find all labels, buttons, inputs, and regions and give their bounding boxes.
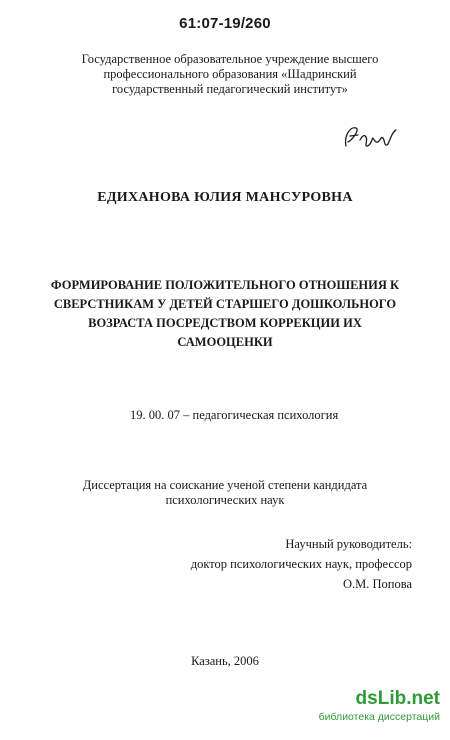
scientific-advisor (162, 534, 412, 594)
handwritten-signature (340, 118, 400, 158)
advisor-label: Научный руководитель: (285, 537, 412, 551)
city-year: Казань, 2006 (191, 654, 259, 668)
advisor-credentials: доктор психологических наук, профессор (190, 557, 412, 571)
dslib-logo[interactable]: dsLib.net (355, 688, 440, 709)
dissertation-title: ФОРМИРОВАНИЕ ПОЛОЖИТЕЛЬНОГО ОТНОШЕНИЯ К СВЕРСТНИКАМ У ДЕТЕЙ СТАРШЕГО ДОШКОЛЬНОГО ВОЗРАСТА ПОСРЕДСТВОМ КОРРЕКЦИИ ИХ САМООЦЕНКИ (50, 278, 400, 349)
dslib-tagline: библиотека диссертаций (318, 711, 440, 723)
author-name: ЕДИХАНОВА ЮЛИЯ МАНСУРОВНА (97, 190, 353, 205)
degree-statement: Диссертация на соискание ученой степени кандидата психологических наук (82, 478, 368, 507)
advisor-name: О.М. Попова (342, 577, 412, 591)
specialty-code: 19. 00. 07 – педагогическая психология (130, 408, 339, 422)
institution-name: Государственное образовательное учреждение высшего профессионального образования «Шадринский государственный педагогический институт» (81, 52, 379, 96)
dslib-watermark[interactable] (300, 688, 440, 724)
document-number: 61:07-19/260 (179, 15, 271, 32)
